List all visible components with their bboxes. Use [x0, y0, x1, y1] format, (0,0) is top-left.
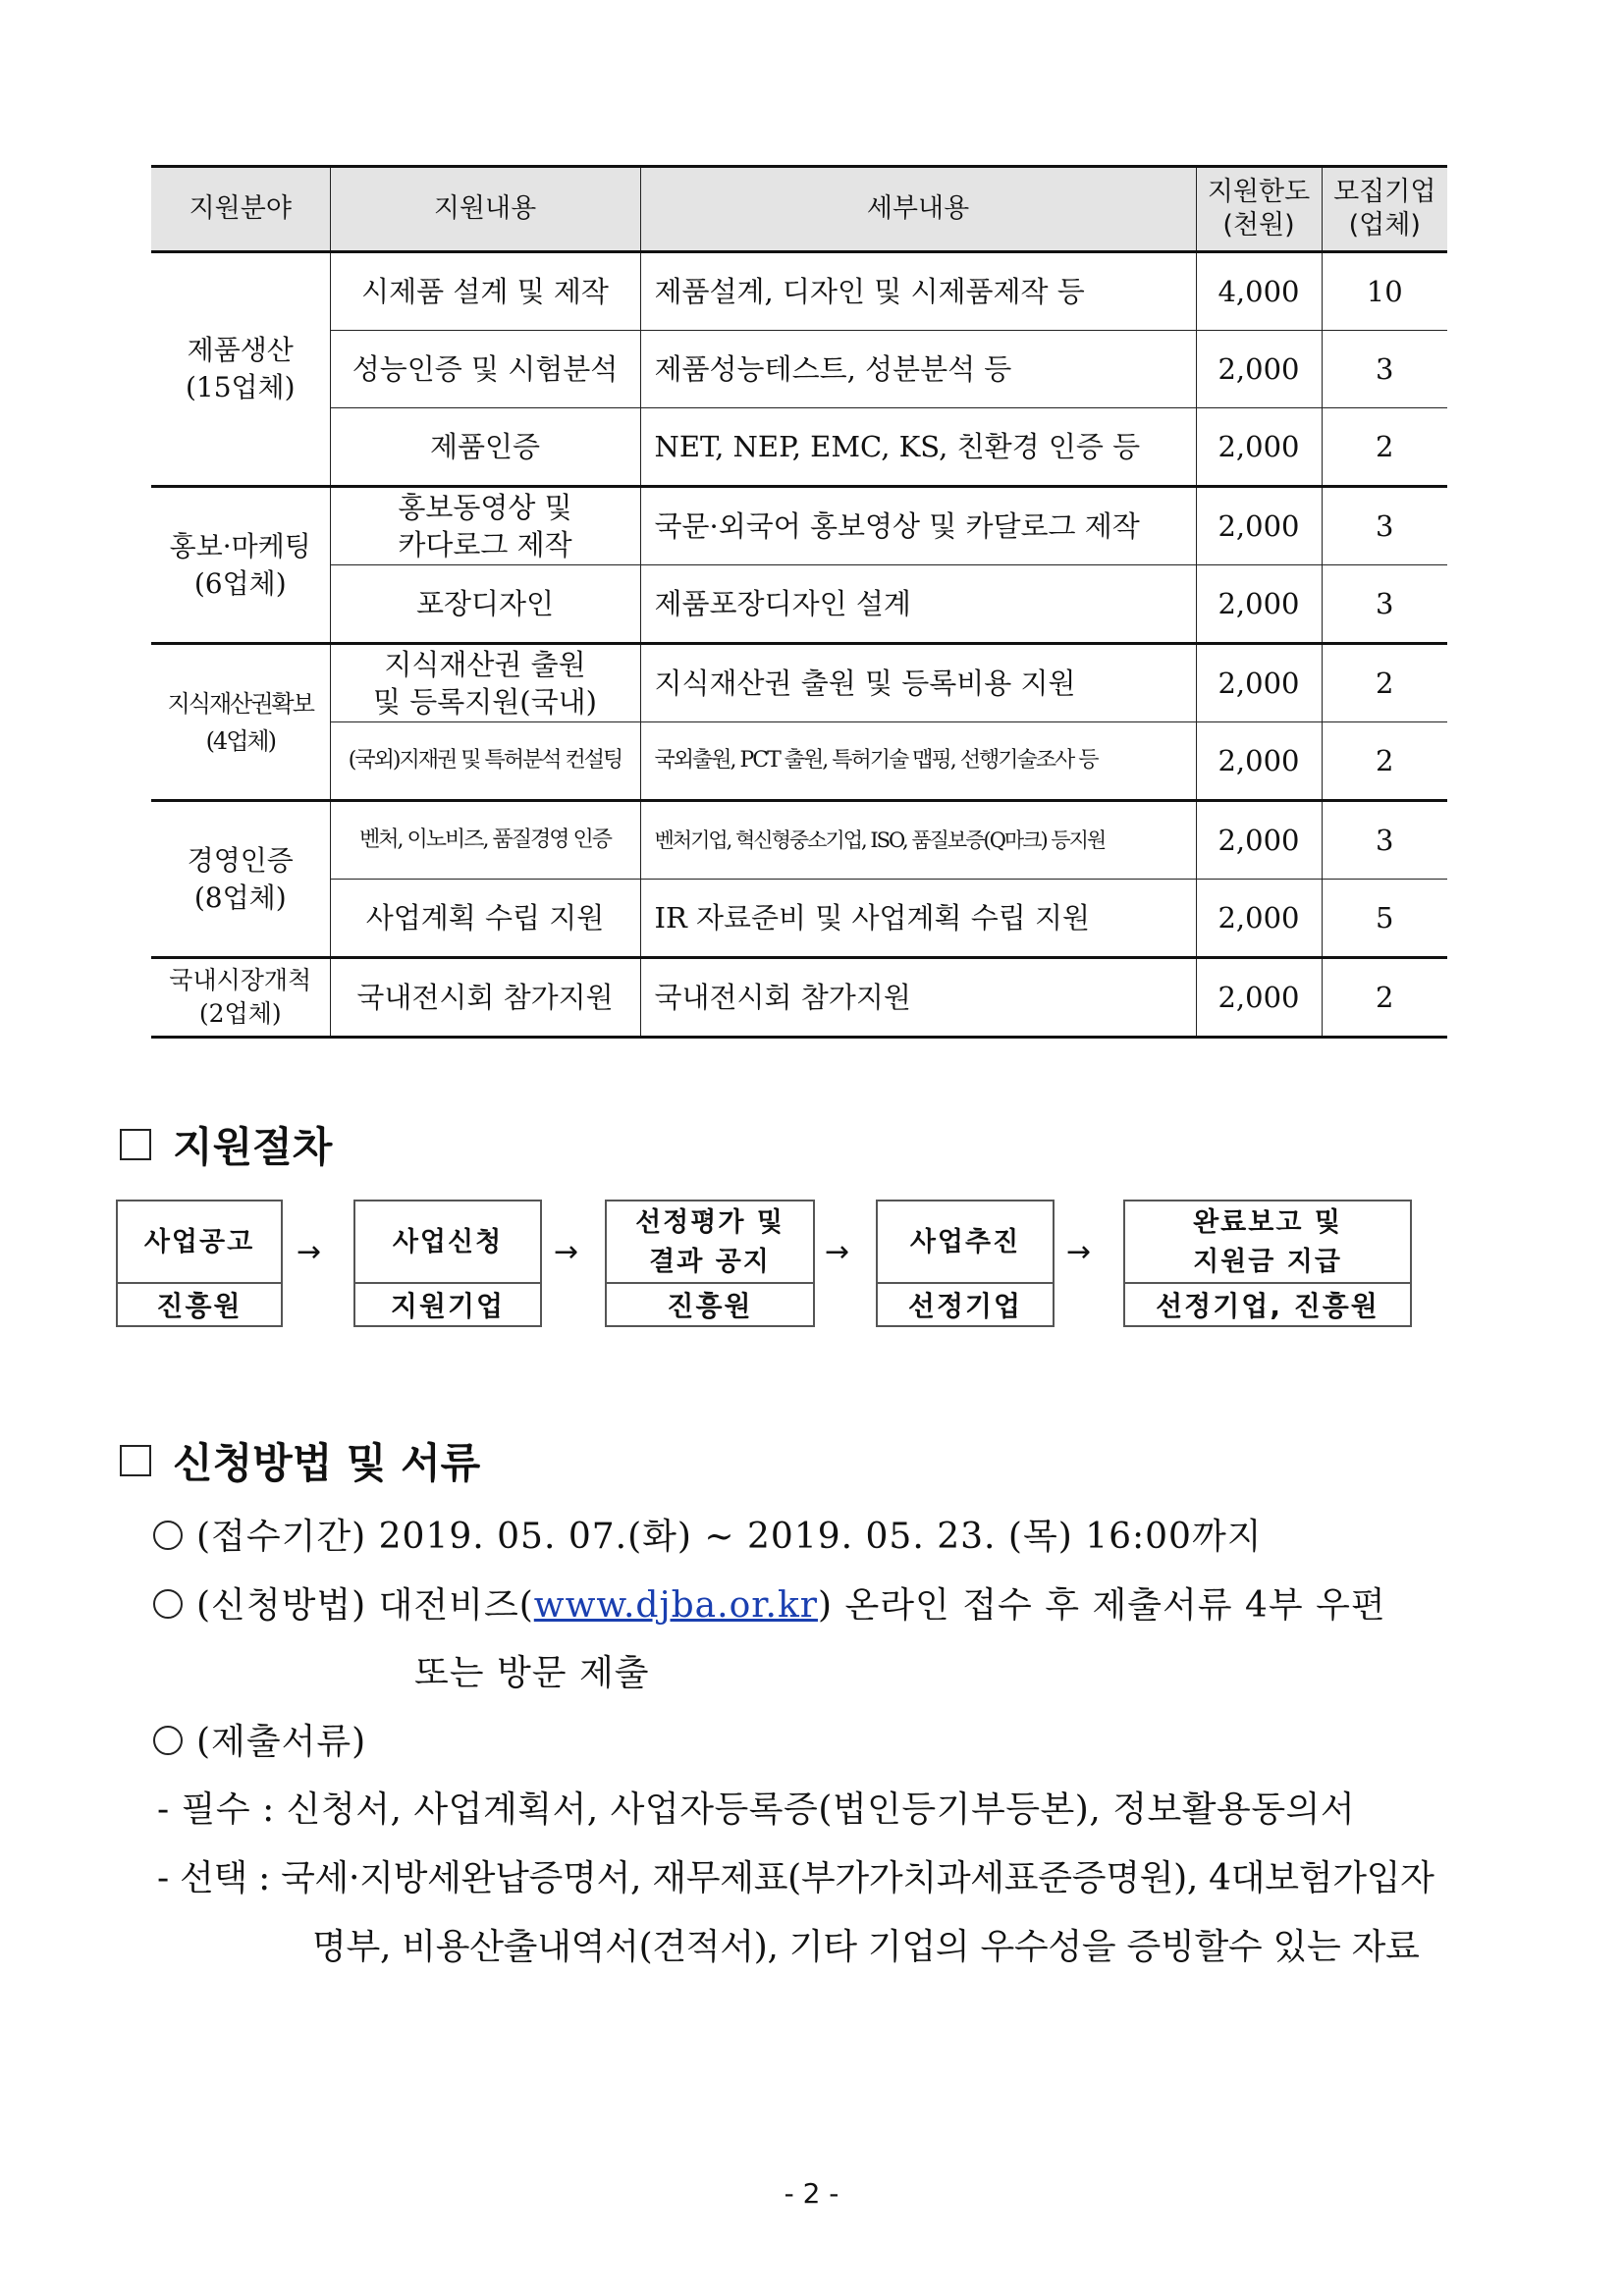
arrow-right-icon: →	[1066, 1235, 1092, 1269]
content-cell: (국외)지재권 및 특허분석 컨설팅	[330, 722, 640, 801]
count-cell: 5	[1322, 880, 1447, 958]
header-content: 지원내용	[330, 167, 640, 252]
detail-cell: 지식재산권 출원 및 등록비용 지원	[640, 644, 1196, 722]
count-cell: 10	[1322, 252, 1447, 331]
circle-bullet-icon	[153, 1726, 183, 1755]
circle-bullet-icon	[153, 1589, 183, 1619]
application-method	[153, 1577, 1386, 1628]
page-number: - 2 -	[784, 2177, 839, 2210]
step-owner: 지원기업	[355, 1282, 540, 1325]
content-cell: 포장디자인	[330, 565, 640, 644]
required-docs: - 필수 : 신청서, 사업계획서, 사업자등록증(법인등기부등본), 정보활용동의서	[157, 1789, 1356, 1830]
detail-cell: 국문·외국어 홍보영상 및 카달로그 제작	[640, 487, 1196, 565]
table-row	[151, 487, 1447, 565]
limit-cell: 2,000	[1196, 644, 1322, 722]
section-title: 신청방법 및 서류	[173, 1439, 481, 1487]
method-suffix: ) 온라인 접수 후 제출서류 4부 우편	[817, 1585, 1386, 1626]
limit-cell: 2,000	[1196, 722, 1322, 801]
optional-docs-line2: 명부, 비용산출내역서(견적서), 기타 기업의 우수성을 증빙할수 있는 자료	[312, 1927, 1420, 1967]
content-cell: 지식재산권 출원 및 등록지원(국내)	[330, 644, 640, 722]
flow-step	[605, 1200, 815, 1327]
step-label: 사업신청	[392, 1227, 504, 1257]
category-cell: 경영인증 (8업체)	[151, 801, 330, 958]
category-cell: 제품생산 (15업체)	[151, 252, 330, 487]
checkbox-square-icon	[120, 1129, 151, 1160]
detail-cell: 국내전시회 참가지원	[640, 958, 1196, 1038]
category-cell: 지식재산권확보 (4업체)	[151, 644, 330, 801]
limit-cell: 2,000	[1196, 408, 1322, 487]
flow-step	[876, 1200, 1055, 1327]
optional-docs-line1: - 선택 : 국세·지방세완납증명서, 재무제표(부가가치과세표준증명원), 4대보험가입자	[157, 1858, 1434, 1898]
limit-cell: 2,000	[1196, 487, 1322, 565]
detail-cell: 제품성능테스트, 성분분석 등	[640, 331, 1196, 408]
content-cell: 벤처, 이노비즈, 품질경영 인증	[330, 801, 640, 880]
step-owner: 선정기업	[878, 1282, 1053, 1325]
arrow-right-icon: →	[297, 1235, 322, 1269]
arrow-right-icon: →	[554, 1235, 579, 1269]
flow-step	[1123, 1200, 1412, 1327]
detail-cell: 벤처기업, 혁신형중소기업, ISO, 품질보증(Q마크) 등지원	[640, 801, 1196, 880]
table-row	[151, 408, 1447, 487]
table-row	[151, 331, 1447, 408]
limit-cell: 2,000	[1196, 801, 1322, 880]
djba-website-link[interactable]: www.djba.or.kr	[533, 1585, 818, 1626]
count-cell: 2	[1322, 722, 1447, 801]
step-label: 사업추진	[909, 1227, 1021, 1257]
count-cell: 3	[1322, 565, 1447, 644]
count-cell: 2	[1322, 958, 1447, 1038]
content-cell: 성능인증 및 시험분석	[330, 331, 640, 408]
category-cell: 국내시장개척 (2업체)	[151, 958, 330, 1038]
count-cell: 3	[1322, 801, 1447, 880]
count-cell: 3	[1322, 331, 1447, 408]
section-title: 지원절차	[173, 1123, 333, 1171]
category-cell: 홍보·마케팅 (6업체)	[151, 487, 330, 644]
count-cell: 2	[1322, 408, 1447, 487]
content-cell: 국내전시회 참가지원	[330, 958, 640, 1038]
table-row	[151, 644, 1447, 722]
section-heading-application	[120, 1431, 480, 1490]
detail-cell: IR 자료준비 및 사업계획 수립 지원	[640, 880, 1196, 958]
content-cell: 홍보동영상 및 카다로그 제작	[330, 487, 640, 565]
step-label: 사업공고	[143, 1227, 255, 1257]
table-row	[151, 252, 1447, 331]
content-cell: 사업계획 수립 지원	[330, 880, 640, 958]
detail-cell: 국외출원, PCT 출원, 특허기술 맵핑, 선행기술조사 등	[640, 722, 1196, 801]
limit-cell: 2,000	[1196, 958, 1322, 1038]
header-field: 지원분야	[151, 167, 330, 252]
limit-cell: 2,000	[1196, 565, 1322, 644]
content-cell: 시제품 설계 및 제작	[330, 252, 640, 331]
section-heading-procedure	[120, 1115, 332, 1174]
header-detail: 세부내용	[640, 167, 1196, 252]
limit-cell: 2,000	[1196, 331, 1322, 408]
circle-bullet-icon	[153, 1521, 183, 1550]
detail-cell: 제품설계, 디자인 및 시제품제작 등	[640, 252, 1196, 331]
flow-step	[353, 1200, 542, 1327]
required-documents-heading	[153, 1714, 366, 1764]
arrow-right-icon: →	[825, 1235, 850, 1269]
limit-cell: 2,000	[1196, 880, 1322, 958]
step-label: 완료보고 및 지원금 지급	[1193, 1207, 1342, 1277]
table-row	[151, 880, 1447, 958]
count-cell: 2	[1322, 644, 1447, 722]
support-table	[151, 165, 1447, 1039]
limit-cell: 4,000	[1196, 252, 1322, 331]
flow-step	[116, 1200, 283, 1327]
detail-cell: 제품포장디자인 설계	[640, 565, 1196, 644]
step-owner: 진흥원	[607, 1282, 813, 1325]
application-method-line2: 또는 방문 제출	[414, 1653, 650, 1693]
table-row	[151, 801, 1447, 880]
period-text: (접수기간) 2019. 05. 07.(화) ~ 2019. 05. 23. (목) 16:00까지	[196, 1517, 1263, 1557]
detail-cell: NET, NEP, EMC, KS, 친환경 인증 등	[640, 408, 1196, 487]
header-count: 모집기업 (업체)	[1322, 167, 1447, 252]
table-row	[151, 565, 1447, 644]
header-limit: 지원한도 (천원)	[1196, 167, 1322, 252]
step-label: 선정평가 및 결과 공지	[635, 1207, 784, 1277]
step-owner: 선정기업, 진흥원	[1125, 1282, 1410, 1325]
table-row	[151, 722, 1447, 801]
count-cell: 3	[1322, 487, 1447, 565]
application-period	[153, 1509, 1263, 1559]
content-cell: 제품인증	[330, 408, 640, 487]
table-row	[151, 958, 1447, 1038]
docs-title: (제출서류)	[196, 1722, 367, 1762]
method-prefix: (신청방법) 대전비즈(	[196, 1585, 534, 1626]
step-owner: 진흥원	[118, 1282, 281, 1325]
checkbox-square-icon	[120, 1445, 151, 1476]
